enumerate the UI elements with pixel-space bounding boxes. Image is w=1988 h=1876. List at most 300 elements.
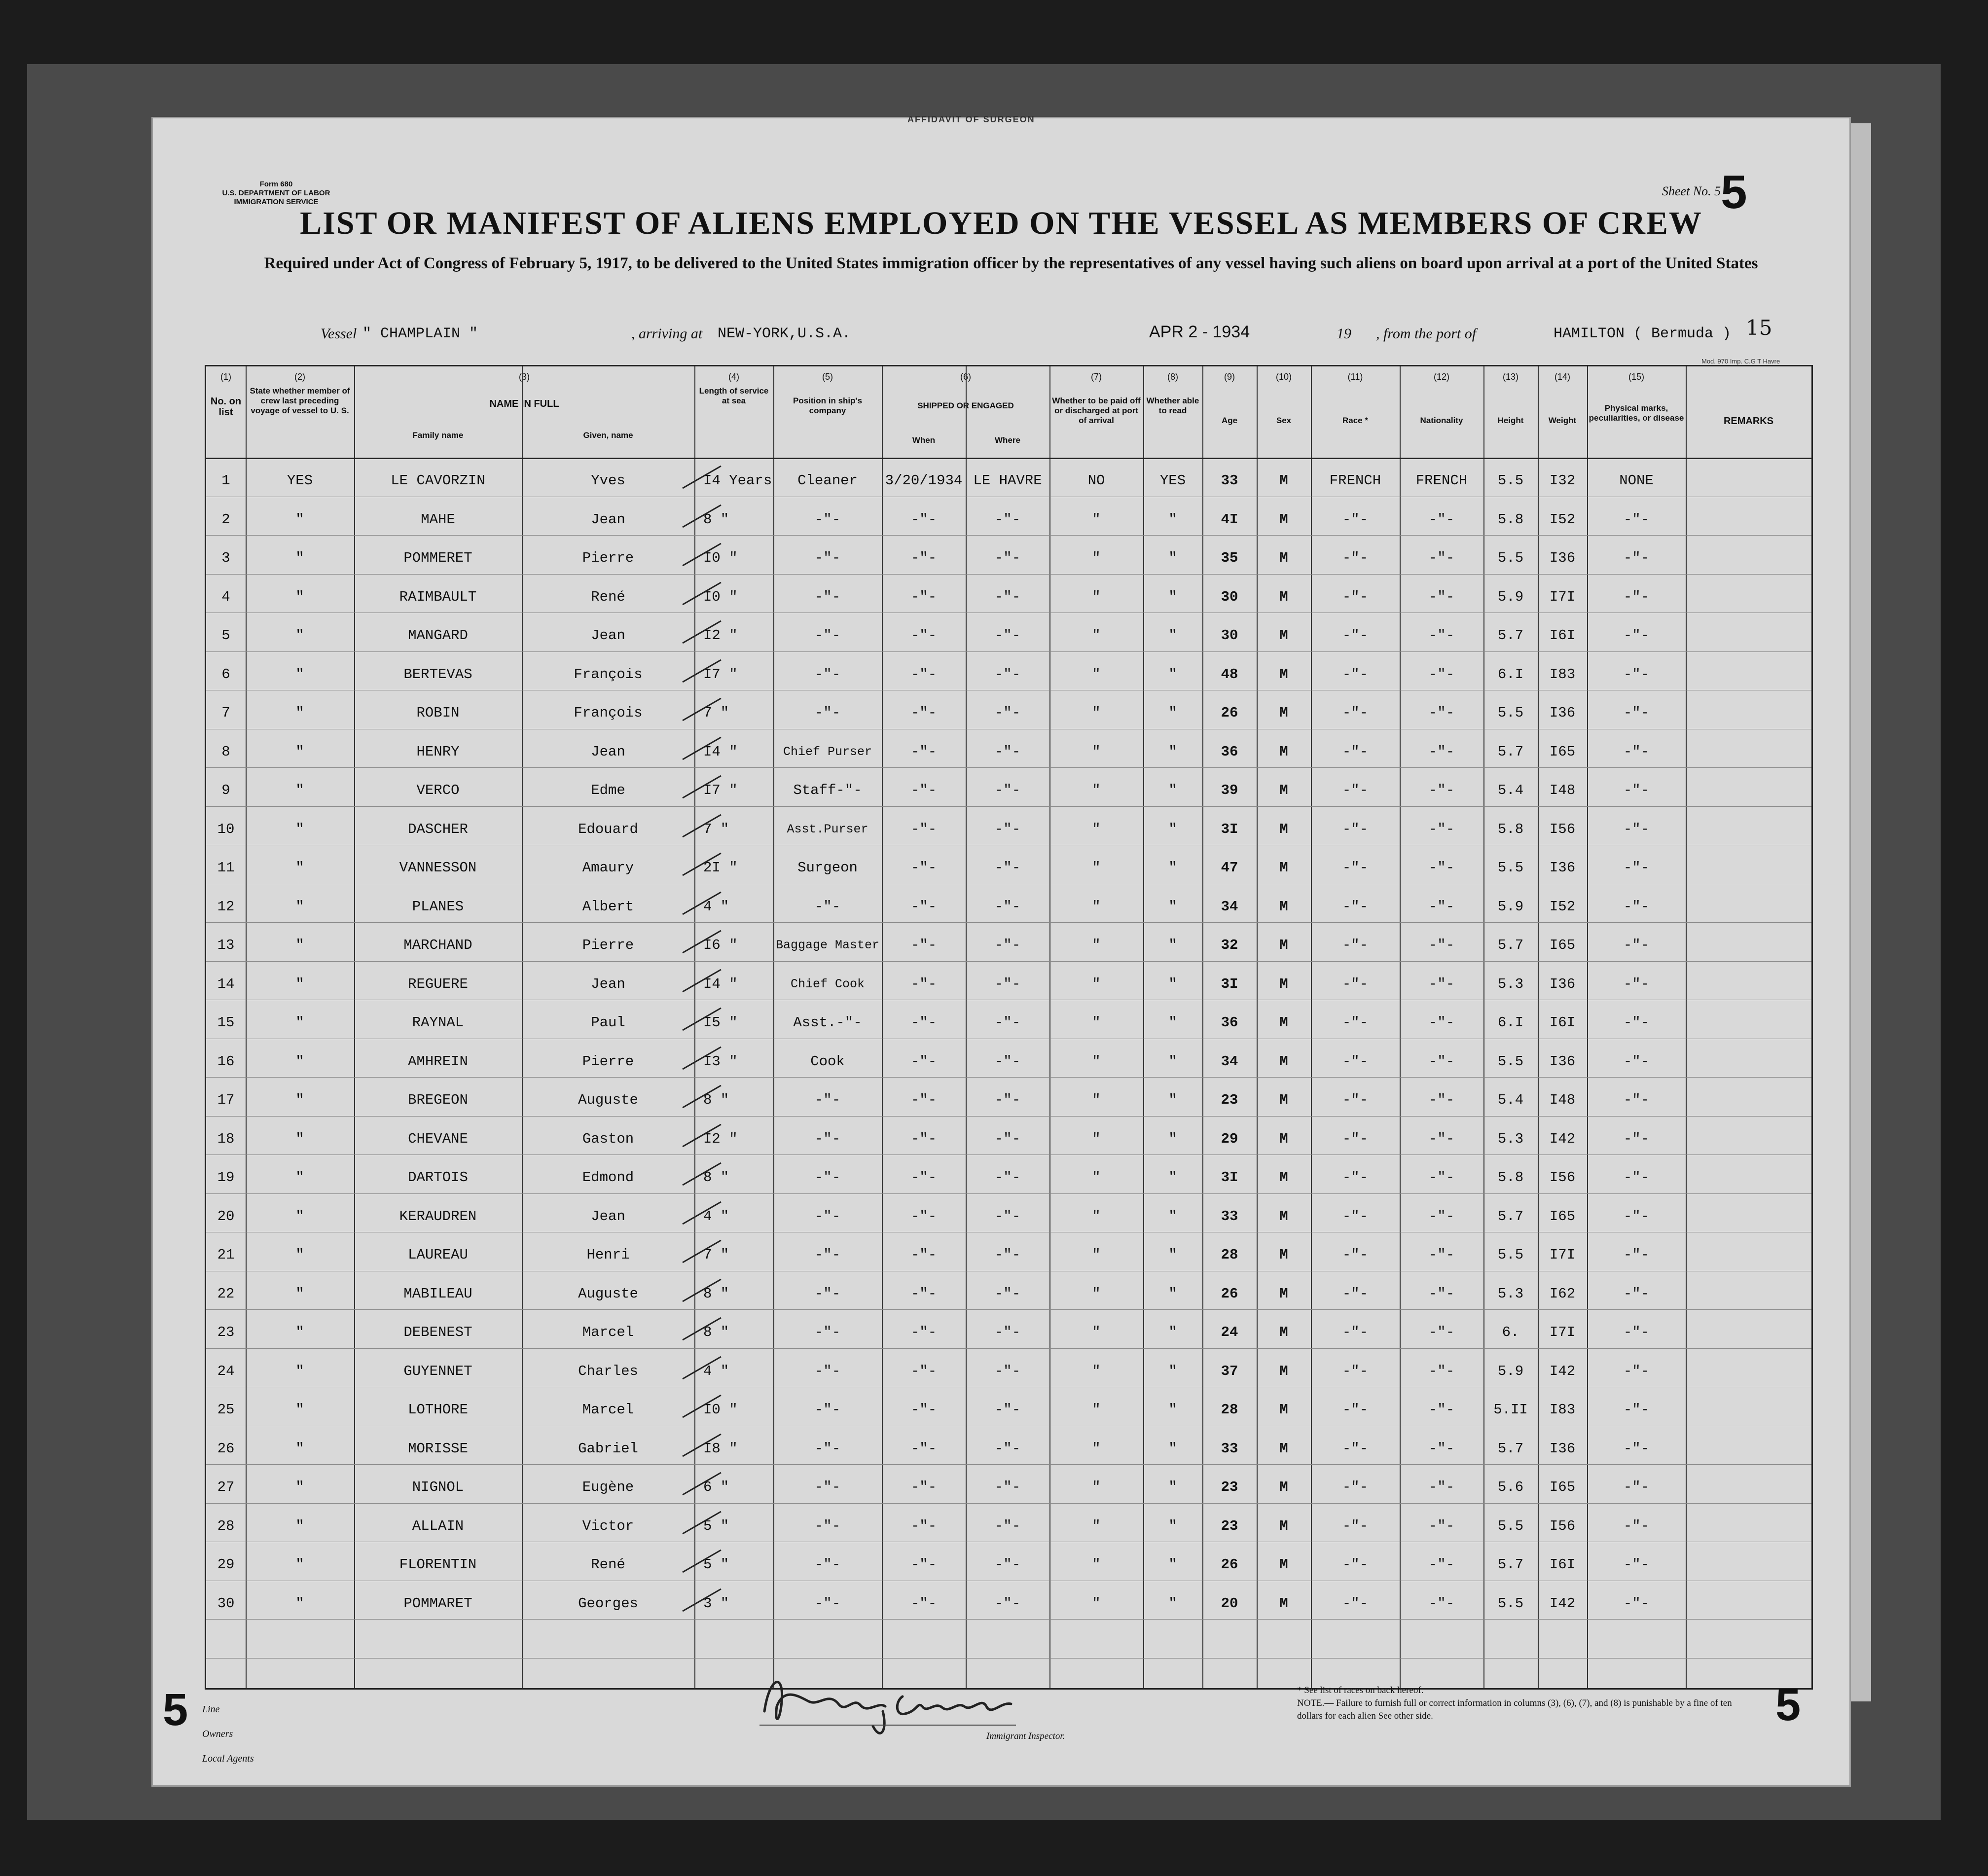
cell-height: 5.6 xyxy=(1497,1479,1524,1495)
cell-height: 5.7 xyxy=(1497,1440,1524,1457)
row-divider xyxy=(206,1658,1811,1659)
cell-height: 5.5 xyxy=(1497,1247,1524,1263)
cell-nat: -"- xyxy=(1428,1014,1455,1031)
cell-nat: -"- xyxy=(1428,937,1455,953)
cell-read: YES xyxy=(1159,472,1186,489)
col-header-previous-voyage: State whether member of crew last preceding voyage of vessel to U. S. xyxy=(250,386,350,415)
cell-weight: I65 xyxy=(1549,743,1576,760)
cell-when: -"- xyxy=(910,627,937,644)
cell-read: " xyxy=(1168,743,1177,760)
cell-family: AMHREIN xyxy=(408,1053,468,1070)
form-service: IMMIGRATION SERVICE xyxy=(234,198,319,206)
cell-race: -"- xyxy=(1342,975,1369,992)
cell-position: -"- xyxy=(814,666,841,683)
printer-mark: Mod. 970 Imp. C.G T Havre xyxy=(1701,358,1780,365)
cell-prev: " xyxy=(295,511,304,528)
crew-row xyxy=(206,539,1811,577)
footer-right-sheet-number: 5 xyxy=(1775,1680,1801,1730)
cell-race: -"- xyxy=(1342,1247,1369,1263)
cell-weight: I48 xyxy=(1549,782,1576,798)
cell-no: 28 xyxy=(217,1517,235,1534)
cell-read: " xyxy=(1168,1092,1177,1108)
cell-where: -"- xyxy=(994,666,1021,683)
cell-where: -"- xyxy=(994,1595,1021,1612)
cell-position: -"- xyxy=(814,1169,841,1186)
cell-sex: M xyxy=(1279,1092,1288,1108)
cell-no: 30 xyxy=(217,1595,235,1612)
cell-given: Albert xyxy=(582,898,634,915)
cell-height: 5.5 xyxy=(1497,1517,1524,1534)
cell-family: FLORENTIN xyxy=(399,1556,477,1573)
cell-marks: -"- xyxy=(1623,1324,1650,1340)
cell-no: 12 xyxy=(217,898,235,915)
cell-no: 23 xyxy=(217,1324,235,1340)
cell-read: " xyxy=(1168,1556,1177,1573)
cell-family: ROBIN xyxy=(416,705,460,721)
cell-sex: M xyxy=(1279,860,1288,876)
cell-position: -"- xyxy=(814,588,841,605)
col-15-number: (15) xyxy=(1628,372,1644,382)
vessel-name: " CHAMPLAIN " xyxy=(362,325,478,342)
cell-where: -"- xyxy=(994,1014,1021,1031)
cell-height: 6.I xyxy=(1497,666,1524,683)
cell-service: 7 " xyxy=(703,821,729,837)
cell-paid: " xyxy=(1092,1169,1101,1186)
cell-prev: " xyxy=(295,821,304,837)
cell-prev: " xyxy=(295,1363,304,1379)
cell-given: Charles xyxy=(578,1363,638,1379)
cell-race: -"- xyxy=(1342,1479,1369,1495)
cell-no: 8 xyxy=(221,743,230,760)
cell-nat: -"- xyxy=(1428,1247,1455,1263)
cell-prev: " xyxy=(295,1556,304,1573)
crew-row xyxy=(206,1391,1811,1429)
cell-sex: M xyxy=(1279,705,1288,721)
cell-no: 29 xyxy=(217,1556,235,1573)
year-prefix: 19 xyxy=(1337,325,1351,342)
cell-marks: -"- xyxy=(1623,860,1650,876)
cell-age: 30 xyxy=(1221,627,1238,644)
cell-marks: NONE xyxy=(1619,472,1654,489)
cell-nat: -"- xyxy=(1428,1130,1455,1147)
cell-prev: " xyxy=(295,1130,304,1147)
cell-height: 5.5 xyxy=(1497,860,1524,876)
crew-row xyxy=(206,1430,1811,1468)
col-14-number: (14) xyxy=(1554,372,1570,382)
cell-no: 20 xyxy=(217,1208,235,1225)
cell-service: 7 " xyxy=(703,705,729,721)
col-header-sex: Sex xyxy=(1276,416,1292,425)
cell-service: I0 " xyxy=(703,1402,738,1418)
cell-sex: M xyxy=(1279,1363,1288,1379)
race-note: * See list of races on back hereof. xyxy=(1297,1685,1424,1696)
cell-race: -"- xyxy=(1342,860,1369,876)
cell-read: " xyxy=(1168,1595,1177,1612)
cell-sex: M xyxy=(1279,821,1288,837)
cell-no: 15 xyxy=(217,1014,235,1031)
cell-read: " xyxy=(1168,511,1177,528)
cell-race: -"- xyxy=(1342,1014,1369,1031)
cell-nat: -"- xyxy=(1428,1517,1455,1534)
cell-race: -"- xyxy=(1342,511,1369,528)
form-department: U.S. DEPARTMENT OF LABOR xyxy=(222,189,330,197)
cell-height: 5.7 xyxy=(1497,1208,1524,1225)
col-8-number: (8) xyxy=(1167,372,1178,382)
cell-weight: I56 xyxy=(1549,1517,1576,1534)
cell-prev: " xyxy=(295,1169,304,1186)
cell-marks: -"- xyxy=(1623,1014,1650,1031)
cell-service: 3 " xyxy=(703,1595,729,1612)
cell-no: 5 xyxy=(221,627,230,644)
cell-service: I4 " xyxy=(703,975,738,992)
cell-paid: " xyxy=(1092,705,1101,721)
col-header-paid-off: Whether to be paid off or discharged at port of arrival xyxy=(1052,396,1141,425)
cell-position: Chief Cook xyxy=(790,976,865,991)
cell-where: -"- xyxy=(994,627,1021,644)
cell-family: DEBENEST xyxy=(403,1324,472,1340)
cell-position: -"- xyxy=(814,1479,841,1495)
cell-where: -"- xyxy=(994,975,1021,992)
col-header-when: When xyxy=(912,435,936,445)
cell-paid: " xyxy=(1092,1247,1101,1263)
crew-row xyxy=(206,810,1811,849)
cell-position: -"- xyxy=(814,1363,841,1379)
cell-position: -"- xyxy=(814,1285,841,1302)
cell-service: 7 " xyxy=(703,1247,729,1263)
cell-when: -"- xyxy=(910,550,937,566)
cell-age: 28 xyxy=(1221,1402,1238,1418)
cell-sex: M xyxy=(1279,1169,1288,1186)
cell-position: -"- xyxy=(814,1324,841,1340)
cell-nat: -"- xyxy=(1428,550,1455,566)
from-port-label: , from the port of xyxy=(1376,325,1477,342)
cell-family: BREGEON xyxy=(408,1092,468,1108)
cell-read: " xyxy=(1168,550,1177,566)
cell-when: -"- xyxy=(910,1169,937,1186)
col-12-number: (12) xyxy=(1433,372,1449,382)
cell-age: 23 xyxy=(1221,1479,1238,1495)
cell-paid: " xyxy=(1092,860,1101,876)
cell-sex: M xyxy=(1279,1053,1288,1070)
cell-read: " xyxy=(1168,782,1177,798)
cell-no: 14 xyxy=(217,975,235,992)
cell-position: -"- xyxy=(814,511,841,528)
cell-race: -"- xyxy=(1342,1556,1369,1573)
cell-read: " xyxy=(1168,1402,1177,1418)
crew-row xyxy=(206,771,1811,810)
cell-read: " xyxy=(1168,860,1177,876)
cell-service: I5 " xyxy=(703,1014,738,1031)
crew-row xyxy=(206,462,1811,500)
cell-position: -"- xyxy=(814,898,841,915)
cell-weight: I83 xyxy=(1549,1402,1576,1418)
cell-given: François xyxy=(574,705,643,721)
sheet-number-large: 5 xyxy=(1721,166,1747,218)
cell-nat: -"- xyxy=(1428,1092,1455,1108)
cell-race: -"- xyxy=(1342,666,1369,683)
cell-age: 35 xyxy=(1221,550,1238,566)
form-identifier xyxy=(197,180,355,207)
cell-prev: " xyxy=(295,1285,304,1302)
cell-service: I6 " xyxy=(703,937,738,953)
cell-height: 5.7 xyxy=(1497,627,1524,644)
cell-service: I2 " xyxy=(703,627,738,644)
cell-paid: " xyxy=(1092,588,1101,605)
cell-sex: M xyxy=(1279,1130,1288,1147)
cell-race: -"- xyxy=(1342,1324,1369,1340)
cell-marks: -"- xyxy=(1623,1053,1650,1070)
cell-family: ALLAIN xyxy=(412,1517,464,1534)
cell-height: 5.3 xyxy=(1497,1130,1524,1147)
cell-prev: " xyxy=(295,743,304,760)
cell-read: " xyxy=(1168,1130,1177,1147)
crew-row xyxy=(206,1468,1811,1507)
cell-service: 8 " xyxy=(703,511,729,528)
cell-sex: M xyxy=(1279,1247,1288,1263)
cell-age: 20 xyxy=(1221,1595,1238,1612)
sheet-number-small: 5 xyxy=(1714,183,1721,198)
cell-position: Chief Purser xyxy=(783,744,872,759)
cell-no: 17 xyxy=(217,1092,235,1108)
cell-given: Gaston xyxy=(582,1130,634,1147)
cell-marks: -"- xyxy=(1623,1479,1650,1495)
cell-prev: " xyxy=(295,1440,304,1457)
cell-height: 6. xyxy=(1502,1324,1519,1340)
cell-prev: " xyxy=(295,1247,304,1263)
cell-marks: -"- xyxy=(1623,1517,1650,1534)
cell-paid: " xyxy=(1092,821,1101,837)
cell-sex: M xyxy=(1279,898,1288,915)
cell-where: -"- xyxy=(994,1053,1021,1070)
cell-paid: " xyxy=(1092,1363,1101,1379)
crew-row xyxy=(206,694,1811,732)
cell-service: I7 " xyxy=(703,782,738,798)
cell-where: -"- xyxy=(994,705,1021,721)
cell-marks: -"- xyxy=(1623,1363,1650,1379)
cell-read: " xyxy=(1168,1440,1177,1457)
footer-local-agents-label: Local Agents xyxy=(202,1753,254,1764)
cell-sex: M xyxy=(1279,937,1288,953)
document-subtitle: Required under Act of Congress of February 5, 1917, to be delivered to the United States immigration officer by the representatives of any vessel having such aliens on board upon arrival at a port of the United States xyxy=(264,254,1758,272)
cell-nat: -"- xyxy=(1428,860,1455,876)
cell-position: -"- xyxy=(814,1247,841,1263)
cell-service: I7 " xyxy=(703,666,738,683)
cell-paid: " xyxy=(1092,1517,1101,1534)
cell-position: Surgeon xyxy=(797,860,858,876)
sheet-label: Sheet No. xyxy=(1662,183,1711,198)
cell-read: " xyxy=(1168,821,1177,837)
cell-read: " xyxy=(1168,1208,1177,1225)
cell-nat: -"- xyxy=(1428,1169,1455,1186)
cell-age: 36 xyxy=(1221,743,1238,760)
crew-row xyxy=(206,888,1811,926)
cell-paid: " xyxy=(1092,1014,1101,1031)
cell-prev: " xyxy=(295,1324,304,1340)
cell-weight: I56 xyxy=(1549,821,1576,837)
cell-age: 47 xyxy=(1221,860,1238,876)
cell-prev: YES xyxy=(287,472,313,489)
cell-sex: M xyxy=(1279,1285,1288,1302)
crew-row xyxy=(206,1507,1811,1546)
cell-read: " xyxy=(1168,1285,1177,1302)
cell-family: MORISSE xyxy=(408,1440,468,1457)
cell-when: -"- xyxy=(910,1479,937,1495)
cell-age: 3I xyxy=(1221,975,1238,992)
crew-row xyxy=(206,965,1811,1004)
cell-service: I0 " xyxy=(703,588,738,605)
cell-no: 6 xyxy=(221,666,230,683)
cell-sex: M xyxy=(1279,1479,1288,1495)
cell-prev: " xyxy=(295,1014,304,1031)
cell-race: -"- xyxy=(1342,1285,1369,1302)
cell-weight: I56 xyxy=(1549,1169,1576,1186)
crew-row xyxy=(206,1004,1811,1042)
cell-given: Edmond xyxy=(582,1169,634,1186)
cell-marks: -"- xyxy=(1623,550,1650,566)
cell-marks: -"- xyxy=(1623,666,1650,683)
cell-race: -"- xyxy=(1342,1402,1369,1418)
cell-family: PLANES xyxy=(412,898,464,915)
cell-age: 3I xyxy=(1221,1169,1238,1186)
cell-paid: " xyxy=(1092,937,1101,953)
crew-row xyxy=(206,501,1811,539)
cell-nat: -"- xyxy=(1428,1324,1455,1340)
cell-position: -"- xyxy=(814,1556,841,1573)
cell-race: -"- xyxy=(1342,1169,1369,1186)
cell-race: -"- xyxy=(1342,1595,1369,1612)
cell-race: -"- xyxy=(1342,1517,1369,1534)
footer-left-sheet-number: 5 xyxy=(163,1685,188,1735)
cell-prev: " xyxy=(295,627,304,644)
cell-nat: -"- xyxy=(1428,782,1455,798)
cell-service: 4 " xyxy=(703,898,729,915)
cell-height: 5.4 xyxy=(1497,782,1524,798)
cell-prev: " xyxy=(295,588,304,605)
cell-sex: M xyxy=(1279,743,1288,760)
cell-paid: " xyxy=(1092,1053,1101,1070)
cell-no: 25 xyxy=(217,1402,235,1418)
col-3-number: (3) xyxy=(519,372,530,382)
cell-weight: I42 xyxy=(1549,1363,1576,1379)
cell-where: -"- xyxy=(994,1169,1021,1186)
cell-weight: I6I xyxy=(1549,1014,1576,1031)
cell-age: 4I xyxy=(1221,511,1238,528)
crew-row xyxy=(206,849,1811,887)
cell-marks: -"- xyxy=(1623,1169,1650,1186)
cell-race: -"- xyxy=(1342,705,1369,721)
cell-service: 8 " xyxy=(703,1169,729,1186)
cell-no: 24 xyxy=(217,1363,235,1379)
departure-port: HAMILTON ( Bermuda ) xyxy=(1554,325,1732,342)
cell-marks: -"- xyxy=(1623,627,1650,644)
cell-nat: -"- xyxy=(1428,1402,1455,1418)
crew-row xyxy=(206,1158,1811,1197)
crew-row xyxy=(206,1197,1811,1236)
cell-height: 5.3 xyxy=(1497,975,1524,992)
cell-position: -"- xyxy=(814,1595,841,1612)
cell-given: René xyxy=(591,588,625,605)
cell-age: 26 xyxy=(1221,1285,1238,1302)
cell-weight: I83 xyxy=(1549,666,1576,683)
cell-height: 5.5 xyxy=(1497,472,1524,489)
cell-marks: -"- xyxy=(1623,975,1650,992)
cell-prev: " xyxy=(295,550,304,566)
cell-service: I4 " xyxy=(703,743,738,760)
col-header-position: Position in ship's company xyxy=(793,396,863,415)
cell-marks: -"- xyxy=(1623,743,1650,760)
cell-position: Baggage Master xyxy=(775,938,880,952)
manifest-sheet xyxy=(153,114,1849,1785)
cell-given: Edouard xyxy=(578,821,638,837)
cell-when: -"- xyxy=(910,1363,937,1379)
cell-sex: M xyxy=(1279,1208,1288,1225)
cell-age: 33 xyxy=(1221,1208,1238,1225)
cell-when: -"- xyxy=(910,1285,937,1302)
cell-position: -"- xyxy=(814,1092,841,1108)
cell-service: 8 " xyxy=(703,1285,729,1302)
cell-service: 8 " xyxy=(703,1324,729,1340)
cell-age: 48 xyxy=(1221,666,1238,683)
cell-given: Jean xyxy=(591,511,625,528)
cell-where: -"- xyxy=(994,860,1021,876)
cell-family: RAIMBAULT xyxy=(399,588,477,605)
cell-when: -"- xyxy=(910,1014,937,1031)
cell-service: 4 " xyxy=(703,1208,729,1225)
cell-prev: " xyxy=(295,975,304,992)
cell-where: -"- xyxy=(994,1363,1021,1379)
cell-nat: -"- xyxy=(1428,1053,1455,1070)
cell-read: " xyxy=(1168,1169,1177,1186)
cell-height: 5.II xyxy=(1493,1402,1528,1418)
cell-prev: " xyxy=(295,1092,304,1108)
arrival-date: APR 2 - 1934 xyxy=(1149,323,1250,341)
cell-age: 26 xyxy=(1221,705,1238,721)
cell-height: 5.4 xyxy=(1497,1092,1524,1108)
cell-paid: " xyxy=(1092,550,1101,566)
col-5-number: (5) xyxy=(822,372,833,382)
cell-weight: I6I xyxy=(1549,627,1576,644)
cell-marks: -"- xyxy=(1623,821,1650,837)
cell-race: -"- xyxy=(1342,782,1369,798)
cell-race: -"- xyxy=(1342,1363,1369,1379)
cell-where: -"- xyxy=(994,1440,1021,1457)
cell-given: Amaury xyxy=(582,860,634,876)
cell-marks: -"- xyxy=(1623,1595,1650,1612)
cell-prev: " xyxy=(295,1595,304,1612)
cell-where: -"- xyxy=(994,898,1021,915)
cell-height: 5.9 xyxy=(1497,588,1524,605)
crew-row xyxy=(206,1043,1811,1081)
crew-row xyxy=(206,1313,1811,1352)
cell-nat: -"- xyxy=(1428,1363,1455,1379)
cell-given: Pierre xyxy=(582,937,634,953)
document-title: LIST OR MANIFEST OF ALIENS EMPLOYED ON THE VESSEL AS MEMBERS OF CREW xyxy=(300,205,1702,241)
cell-given: Yves xyxy=(591,472,625,489)
cell-read: " xyxy=(1168,1014,1177,1031)
cell-sex: M xyxy=(1279,1595,1288,1612)
cell-read: " xyxy=(1168,937,1177,953)
col-header-list-no: No. on list xyxy=(210,396,242,418)
cell-no: 11 xyxy=(217,860,235,876)
cell-sex: M xyxy=(1279,1324,1288,1340)
cell-service: I2 " xyxy=(703,1130,738,1147)
cell-height: 5.5 xyxy=(1497,705,1524,721)
cell-service: 5 " xyxy=(703,1556,729,1573)
cell-read: " xyxy=(1168,1053,1177,1070)
inspector-signature xyxy=(755,1667,1021,1736)
cell-given: Pierre xyxy=(582,1053,634,1070)
cell-age: 23 xyxy=(1221,1092,1238,1108)
